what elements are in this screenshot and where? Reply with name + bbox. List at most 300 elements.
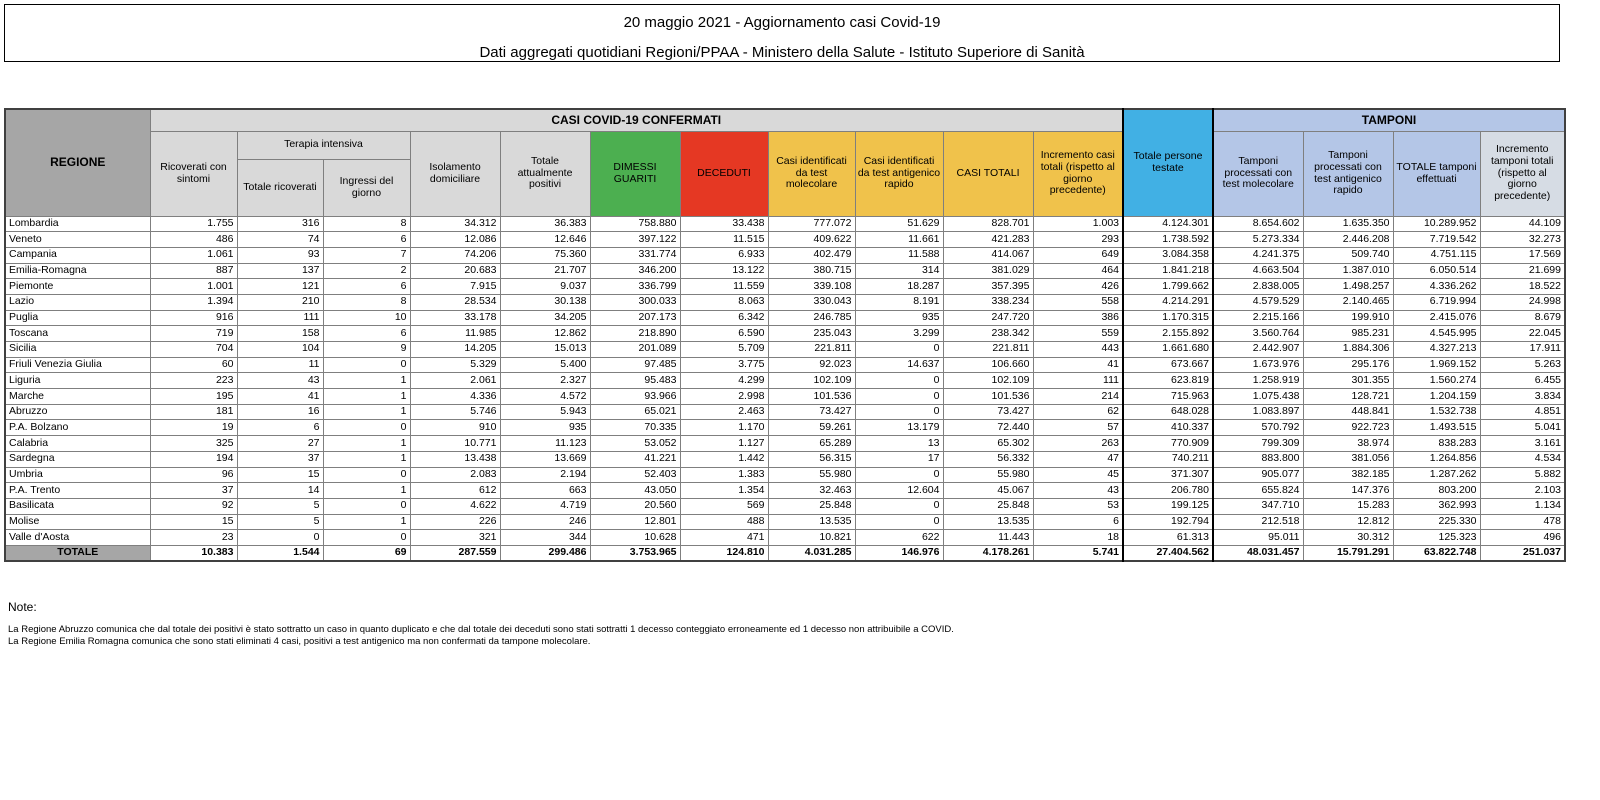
value-cell: 34.312 xyxy=(410,216,500,232)
value-cell: 102.109 xyxy=(943,373,1033,389)
value-cell: 121 xyxy=(237,279,323,295)
value-cell: 421.283 xyxy=(943,232,1033,248)
value-cell: 17.911 xyxy=(1480,342,1565,358)
value-cell: 471 xyxy=(680,530,768,546)
value-cell: 1.493.515 xyxy=(1393,420,1480,436)
table-row xyxy=(5,404,1565,420)
value-cell: 448.841 xyxy=(1303,404,1393,420)
value-cell: 207.173 xyxy=(590,310,680,326)
header-isolamento: Isolamento domiciliare xyxy=(410,131,500,216)
value-cell: 15 xyxy=(150,514,237,530)
value-cell: 2.463 xyxy=(680,404,768,420)
value-cell: 11.985 xyxy=(410,326,500,342)
value-cell: 235.043 xyxy=(768,326,855,342)
value-cell: 12.646 xyxy=(500,232,590,248)
table-row xyxy=(5,436,1565,452)
value-cell: 210 xyxy=(237,294,323,310)
region-cell: Veneto xyxy=(5,232,150,248)
value-cell: 8.191 xyxy=(855,294,943,310)
value-cell: 486 xyxy=(150,232,237,248)
value-cell: 838.283 xyxy=(1393,436,1480,452)
value-cell: 36.383 xyxy=(500,216,590,232)
value-cell: 11 xyxy=(237,357,323,373)
value-cell: 225.330 xyxy=(1393,514,1480,530)
value-cell: 6.933 xyxy=(680,247,768,263)
value-cell: 293 xyxy=(1033,232,1123,248)
region-cell: Molise xyxy=(5,514,150,530)
value-cell: 75.360 xyxy=(500,247,590,263)
value-cell: 263 xyxy=(1033,436,1123,452)
value-cell: 34.205 xyxy=(500,310,590,326)
value-cell: 344 xyxy=(500,530,590,546)
table-row xyxy=(5,530,1565,546)
value-cell: 102.109 xyxy=(768,373,855,389)
region-cell: Sardegna xyxy=(5,451,150,467)
value-cell: 5.943 xyxy=(500,404,590,420)
title-box xyxy=(4,4,1560,62)
value-cell: 27 xyxy=(237,436,323,452)
value-cell: 0 xyxy=(855,467,943,483)
region-cell: Toscana xyxy=(5,326,150,342)
value-cell: 910 xyxy=(410,420,500,436)
value-cell: 194 xyxy=(150,451,237,467)
value-cell: 2.838.005 xyxy=(1213,279,1303,295)
value-cell: 4.851 xyxy=(1480,404,1565,420)
value-cell: 1.134 xyxy=(1480,498,1565,514)
value-cell: 21.707 xyxy=(500,263,590,279)
value-cell: 0 xyxy=(323,530,410,546)
value-cell: 55.980 xyxy=(768,467,855,483)
value-cell: 8.654.602 xyxy=(1213,216,1303,232)
value-cell: 20.560 xyxy=(590,498,680,514)
value-cell: 1.738.592 xyxy=(1123,232,1213,248)
value-cell: 570.792 xyxy=(1213,420,1303,436)
region-cell: Abruzzo xyxy=(5,404,150,420)
value-cell: 221.811 xyxy=(768,342,855,358)
value-cell: 1 xyxy=(323,404,410,420)
value-cell: 61.313 xyxy=(1123,530,1213,546)
value-cell: 9.037 xyxy=(500,279,590,295)
value-cell: 28.534 xyxy=(410,294,500,310)
value-cell: 11.123 xyxy=(500,436,590,452)
value-cell: 935 xyxy=(500,420,590,436)
value-cell: 10.821 xyxy=(768,530,855,546)
value-cell: 2.140.465 xyxy=(1303,294,1393,310)
value-cell: 12.086 xyxy=(410,232,500,248)
value-cell: 206.780 xyxy=(1123,483,1213,499)
table-row xyxy=(5,357,1565,373)
value-cell: 10 xyxy=(323,310,410,326)
value-cell: 4.572 xyxy=(500,389,590,405)
value-cell: 30.312 xyxy=(1303,530,1393,546)
value-cell: 181 xyxy=(150,404,237,420)
value-cell: 15.791.291 xyxy=(1303,545,1393,561)
value-cell: 33.438 xyxy=(680,216,768,232)
value-cell: 104 xyxy=(237,342,323,358)
region-cell: P.A. Trento xyxy=(5,483,150,499)
value-cell: 19 xyxy=(150,420,237,436)
value-cell: 22.045 xyxy=(1480,326,1565,342)
value-cell: 63.822.748 xyxy=(1393,545,1480,561)
value-cell: 6.719.994 xyxy=(1393,294,1480,310)
value-cell: 251.037 xyxy=(1480,545,1565,561)
value-cell: 559 xyxy=(1033,326,1123,342)
value-cell: 4.579.529 xyxy=(1213,294,1303,310)
value-cell: 18.287 xyxy=(855,279,943,295)
value-cell: 4.663.504 xyxy=(1213,263,1303,279)
value-cell: 9 xyxy=(323,342,410,358)
value-cell: 803.200 xyxy=(1393,483,1480,499)
value-cell: 223 xyxy=(150,373,237,389)
page-title: 20 maggio 2021 - Aggiornamento casi Covid-19 xyxy=(623,14,941,31)
table-row xyxy=(5,216,1565,232)
value-cell: 20.683 xyxy=(410,263,500,279)
value-cell: 409.622 xyxy=(768,232,855,248)
value-cell: 339.108 xyxy=(768,279,855,295)
region-cell: Campania xyxy=(5,247,150,263)
value-cell: 1.075.438 xyxy=(1213,389,1303,405)
value-cell: 5.263 xyxy=(1480,357,1565,373)
region-column-header: REGIONE xyxy=(5,109,150,216)
value-cell: 5.741 xyxy=(1033,545,1123,561)
value-cell: 41 xyxy=(237,389,323,405)
header-terapia-intensiva: Terapia intensiva xyxy=(237,131,410,159)
value-cell: 45 xyxy=(1033,467,1123,483)
value-cell: 7.719.542 xyxy=(1393,232,1480,248)
value-cell: 7.915 xyxy=(410,279,500,295)
value-cell: 623.819 xyxy=(1123,373,1213,389)
value-cell: 13 xyxy=(855,436,943,452)
notes-label: Note: xyxy=(8,600,37,614)
value-cell: 2.446.208 xyxy=(1303,232,1393,248)
value-cell: 1.673.976 xyxy=(1213,357,1303,373)
value-cell: 2.194 xyxy=(500,467,590,483)
value-cell: 402.479 xyxy=(768,247,855,263)
value-cell: 128.721 xyxy=(1303,389,1393,405)
value-cell: 887 xyxy=(150,263,237,279)
value-cell: 12.862 xyxy=(500,326,590,342)
value-cell: 295.176 xyxy=(1303,357,1393,373)
value-cell: 214 xyxy=(1033,389,1123,405)
value-cell: 106.660 xyxy=(943,357,1033,373)
value-cell: 30.138 xyxy=(500,294,590,310)
value-cell: 12.801 xyxy=(590,514,680,530)
value-cell: 247.720 xyxy=(943,310,1033,326)
header-deceduti: DECEDUTI xyxy=(680,131,768,216)
table-row xyxy=(5,247,1565,263)
value-cell: 2.103 xyxy=(1480,483,1565,499)
value-cell: 125.323 xyxy=(1393,530,1480,546)
value-cell: 5.882 xyxy=(1480,467,1565,483)
value-cell: 27.404.562 xyxy=(1123,545,1213,561)
total-label-cell: TOTALE xyxy=(5,545,150,561)
value-cell: 0 xyxy=(323,420,410,436)
value-cell: 2.415.076 xyxy=(1393,310,1480,326)
value-cell: 14.637 xyxy=(855,357,943,373)
note-emilia-romagna: La Regione Emilia Romagna comunica che sono stati eliminati 4 casi, positivi a test antigenico ma non confermati da tampone molecolare. xyxy=(8,635,591,647)
value-cell: 45.067 xyxy=(943,483,1033,499)
page-subtitle: Dati aggregati quotidiani Regioni/PPAA - Ministero della Salute - Istituto Superiore di Sanità xyxy=(479,44,1085,61)
value-cell: 2.327 xyxy=(500,373,590,389)
header-incremento-casi: Incremento casi totali (rispetto al giorno precedente) xyxy=(1033,131,1123,216)
value-cell: 97.485 xyxy=(590,357,680,373)
value-cell: 299.486 xyxy=(500,545,590,561)
header-attualmente-positivi: Totale attualmente positivi xyxy=(500,131,590,216)
value-cell: 92 xyxy=(150,498,237,514)
total-row xyxy=(5,545,1565,561)
value-cell: 325 xyxy=(150,436,237,452)
value-cell: 60 xyxy=(150,357,237,373)
value-cell: 1 xyxy=(323,436,410,452)
value-cell: 6.050.514 xyxy=(1393,263,1480,279)
value-cell: 740.211 xyxy=(1123,451,1213,467)
value-cell: 137 xyxy=(237,263,323,279)
value-cell: 10.383 xyxy=(150,545,237,561)
value-cell: 1.204.159 xyxy=(1393,389,1480,405)
value-cell: 4.214.291 xyxy=(1123,294,1213,310)
value-cell: 5.273.334 xyxy=(1213,232,1303,248)
value-cell: 1.544 xyxy=(237,545,323,561)
value-cell: 1 xyxy=(323,389,410,405)
value-cell: 3.560.764 xyxy=(1213,326,1303,342)
value-cell: 464 xyxy=(1033,263,1123,279)
value-cell: 2.061 xyxy=(410,373,500,389)
value-cell: 11.588 xyxy=(855,247,943,263)
value-cell: 11.515 xyxy=(680,232,768,248)
value-cell: 212.518 xyxy=(1213,514,1303,530)
value-cell: 43.050 xyxy=(590,483,680,499)
value-cell: 935 xyxy=(855,310,943,326)
value-cell: 246 xyxy=(500,514,590,530)
table-row xyxy=(5,310,1565,326)
value-cell: 6.342 xyxy=(680,310,768,326)
value-cell: 410.337 xyxy=(1123,420,1213,436)
header-dimessi-guariti: DIMESSI GUARITI xyxy=(590,131,680,216)
value-cell: 111 xyxy=(237,310,323,326)
value-cell: 53 xyxy=(1033,498,1123,514)
value-cell: 38.974 xyxy=(1303,436,1393,452)
value-cell: 1.755 xyxy=(150,216,237,232)
header-casi-antigenico: Casi identificati da test antigenico rapido xyxy=(855,131,943,216)
value-cell: 25.848 xyxy=(768,498,855,514)
region-cell: Calabria xyxy=(5,436,150,452)
value-cell: 558 xyxy=(1033,294,1123,310)
value-cell: 10.289.952 xyxy=(1393,216,1480,232)
value-cell: 95.483 xyxy=(590,373,680,389)
region-cell: Piemonte xyxy=(5,279,150,295)
band-casi-confermati: CASI COVID-19 CONFERMATI xyxy=(150,109,1123,131)
value-cell: 362.993 xyxy=(1393,498,1480,514)
value-cell: 69 xyxy=(323,545,410,561)
value-cell: 6 xyxy=(237,420,323,436)
value-cell: 13.535 xyxy=(768,514,855,530)
value-cell: 41 xyxy=(1033,357,1123,373)
value-cell: 13.122 xyxy=(680,263,768,279)
value-cell: 443 xyxy=(1033,342,1123,358)
value-cell: 828.701 xyxy=(943,216,1033,232)
value-cell: 397.122 xyxy=(590,232,680,248)
value-cell: 770.909 xyxy=(1123,436,1213,452)
value-cell: 5.041 xyxy=(1480,420,1565,436)
value-cell: 2 xyxy=(323,263,410,279)
value-cell: 199.125 xyxy=(1123,498,1213,514)
value-cell: 386 xyxy=(1033,310,1123,326)
value-cell: 55.980 xyxy=(943,467,1033,483)
value-cell: 1.258.919 xyxy=(1213,373,1303,389)
region-cell: Friuli Venezia Giulia xyxy=(5,357,150,373)
value-cell: 1.001 xyxy=(150,279,237,295)
value-cell: 74 xyxy=(237,232,323,248)
value-cell: 199.910 xyxy=(1303,310,1393,326)
value-cell: 218.890 xyxy=(590,326,680,342)
value-cell: 301.355 xyxy=(1303,373,1393,389)
region-cell: Valle d'Aosta xyxy=(5,530,150,546)
value-cell: 4.545.995 xyxy=(1393,326,1480,342)
value-cell: 7 xyxy=(323,247,410,263)
value-cell: 65.289 xyxy=(768,436,855,452)
value-cell: 13.535 xyxy=(943,514,1033,530)
value-cell: 381.056 xyxy=(1303,451,1393,467)
value-cell: 1 xyxy=(323,451,410,467)
value-cell: 18 xyxy=(1033,530,1123,546)
value-cell: 1.498.257 xyxy=(1303,279,1393,295)
value-cell: 382.185 xyxy=(1303,467,1393,483)
region-cell: Lazio xyxy=(5,294,150,310)
value-cell: 300.033 xyxy=(590,294,680,310)
value-cell: 1.170.315 xyxy=(1123,310,1213,326)
note-abruzzo: La Regione Abruzzo comunica che dal totale dei positivi è stato sottratto un caso in quanto duplicato e che dal totale dei deceduti sono stati sottratti 1 decesso conteggiato erroneamente ed 1 decesso non attribuibile a COVID. xyxy=(8,624,954,635)
value-cell: 5.329 xyxy=(410,357,500,373)
value-cell: 1.387.010 xyxy=(1303,263,1393,279)
value-cell: 347.710 xyxy=(1213,498,1303,514)
value-cell: 57 xyxy=(1033,420,1123,436)
value-cell: 655.824 xyxy=(1213,483,1303,499)
value-cell: 6 xyxy=(1033,514,1123,530)
value-cell: 346.200 xyxy=(590,263,680,279)
value-cell: 6 xyxy=(323,279,410,295)
value-cell: 0 xyxy=(855,389,943,405)
value-cell: 488 xyxy=(680,514,768,530)
value-cell: 18.522 xyxy=(1480,279,1565,295)
value-cell: 0 xyxy=(323,467,410,483)
value-cell: 4.751.115 xyxy=(1393,247,1480,263)
value-cell: 16 xyxy=(237,404,323,420)
value-cell: 1.170 xyxy=(680,420,768,436)
value-cell: 62 xyxy=(1033,404,1123,420)
value-cell: 25.848 xyxy=(943,498,1033,514)
value-cell: 3.834 xyxy=(1480,389,1565,405)
value-cell: 0 xyxy=(855,498,943,514)
value-cell: 4.241.375 xyxy=(1213,247,1303,263)
value-cell: 3.299 xyxy=(855,326,943,342)
value-cell: 3.775 xyxy=(680,357,768,373)
value-cell: 93.966 xyxy=(590,389,680,405)
value-cell: 43 xyxy=(237,373,323,389)
value-cell: 0 xyxy=(855,373,943,389)
value-cell: 96 xyxy=(150,467,237,483)
table-row xyxy=(5,420,1565,436)
value-cell: 95.011 xyxy=(1213,530,1303,546)
value-cell: 147.376 xyxy=(1303,483,1393,499)
value-cell: 2.998 xyxy=(680,389,768,405)
value-cell: 985.231 xyxy=(1303,326,1393,342)
value-cell: 221.811 xyxy=(943,342,1033,358)
band-tamponi: TAMPONI xyxy=(1213,109,1565,131)
value-cell: 1.884.306 xyxy=(1303,342,1393,358)
value-cell: 5 xyxy=(237,514,323,530)
value-cell: 15.283 xyxy=(1303,498,1393,514)
value-cell: 3.084.358 xyxy=(1123,247,1213,263)
value-cell: 704 xyxy=(150,342,237,358)
value-cell: 336.799 xyxy=(590,279,680,295)
table-body xyxy=(5,216,1565,561)
value-cell: 1.354 xyxy=(680,483,768,499)
value-cell: 32.273 xyxy=(1480,232,1565,248)
value-cell: 5.746 xyxy=(410,404,500,420)
header-ricoverati: Ricoverati con sintomi xyxy=(150,131,237,216)
table-row xyxy=(5,326,1565,342)
table-row xyxy=(5,498,1565,514)
value-cell: 111 xyxy=(1033,373,1123,389)
header-tamponi-antigenico: Tamponi processati con test antigenico rapido xyxy=(1303,131,1393,216)
value-cell: 1.264.856 xyxy=(1393,451,1480,467)
value-cell: 12.604 xyxy=(855,483,943,499)
value-cell: 569 xyxy=(680,498,768,514)
value-cell: 1.442 xyxy=(680,451,768,467)
value-cell: 357.395 xyxy=(943,279,1033,295)
value-cell: 1.532.738 xyxy=(1393,404,1480,420)
table-row xyxy=(5,389,1565,405)
value-cell: 238.342 xyxy=(943,326,1033,342)
value-cell: 0 xyxy=(855,514,943,530)
value-cell: 201.089 xyxy=(590,342,680,358)
value-cell: 226 xyxy=(410,514,500,530)
value-cell: 6 xyxy=(323,232,410,248)
value-cell: 10.771 xyxy=(410,436,500,452)
value-cell: 93 xyxy=(237,247,323,263)
value-cell: 14 xyxy=(237,483,323,499)
region-cell: P.A. Bolzano xyxy=(5,420,150,436)
value-cell: 10.628 xyxy=(590,530,680,546)
value-cell: 12.812 xyxy=(1303,514,1393,530)
value-cell: 1 xyxy=(323,514,410,530)
value-cell: 1 xyxy=(323,483,410,499)
value-cell: 52.403 xyxy=(590,467,680,483)
region-cell: Sicilia xyxy=(5,342,150,358)
value-cell: 74.206 xyxy=(410,247,500,263)
value-cell: 1.061 xyxy=(150,247,237,263)
value-cell: 799.309 xyxy=(1213,436,1303,452)
value-cell: 1.383 xyxy=(680,467,768,483)
value-cell: 330.043 xyxy=(768,294,855,310)
value-cell: 1.394 xyxy=(150,294,237,310)
table-row xyxy=(5,294,1565,310)
value-cell: 4.124.301 xyxy=(1123,216,1213,232)
value-cell: 33.178 xyxy=(410,310,500,326)
value-cell: 8.063 xyxy=(680,294,768,310)
value-cell: 905.077 xyxy=(1213,467,1303,483)
value-cell: 381.029 xyxy=(943,263,1033,279)
value-cell: 56.332 xyxy=(943,451,1033,467)
value-cell: 2.215.166 xyxy=(1213,310,1303,326)
region-cell: Basilicata xyxy=(5,498,150,514)
value-cell: 32.463 xyxy=(768,483,855,499)
table-row xyxy=(5,373,1565,389)
value-cell: 0 xyxy=(237,530,323,546)
value-cell: 715.963 xyxy=(1123,389,1213,405)
value-cell: 146.976 xyxy=(855,545,943,561)
value-cell: 192.794 xyxy=(1123,514,1213,530)
